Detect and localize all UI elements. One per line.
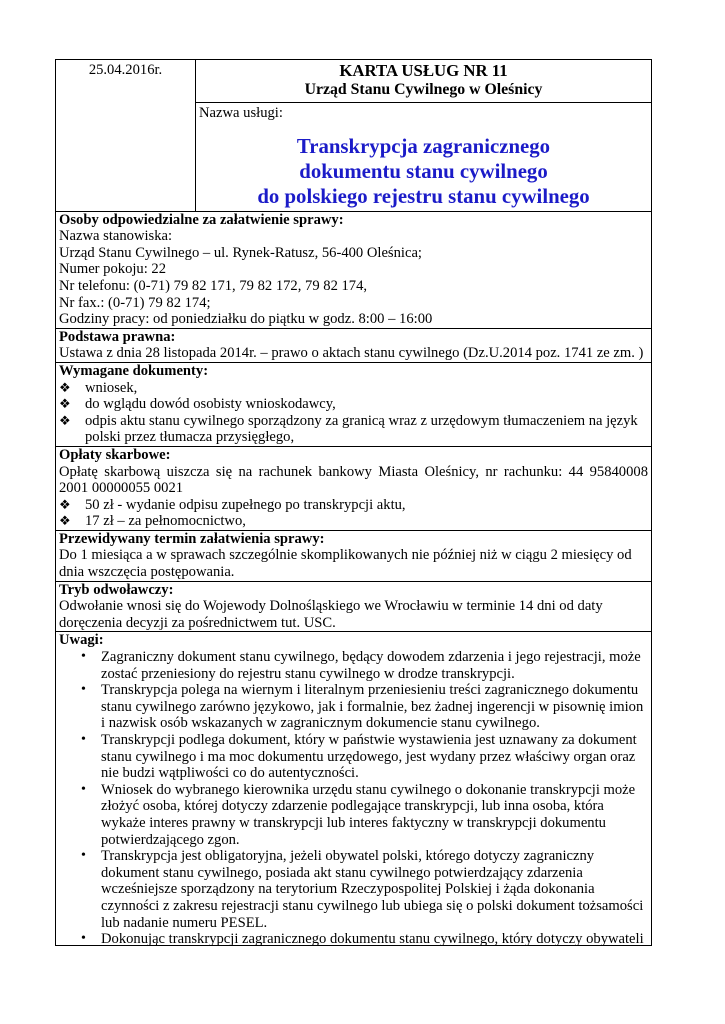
documents-section [56, 362, 652, 446]
card-title: KARTA USŁUG NR 11 [339, 61, 508, 80]
list-item [81, 848, 648, 931]
notes-cell [56, 632, 652, 946]
bullet-icon: • [81, 732, 86, 747]
address-line: Urząd Stanu Cywilnego – ul. Rynek-Ratusz, 56-400 Oleśnica; [59, 244, 422, 261]
service-name-cell [196, 103, 652, 212]
section-heading: Tryb odwoławczy: [59, 581, 174, 598]
diamond-bullet-icon: ❖ [59, 496, 71, 512]
list-item-text: wniosek, [85, 379, 138, 396]
list-item-text: 50 zł - wydanie odpisu zupełnego po transkrypcji aktu, [85, 496, 406, 513]
bullet-icon: • [81, 649, 86, 665]
bullet-icon: • [81, 781, 86, 797]
list-item-text: Transkrypcja polega na wiernym i literalnym przeniesieniu treści zagranicznego dokumentu stanu cywilnego zarówno językowo, jak i formalnie, bez żadnej ingerencji w pisownię imion i nazwisk osób wskazanych w zagranicznym dokumencie stanu cywilnego. [101, 682, 644, 732]
diamond-bullet-icon: ❖ [59, 513, 71, 529]
info-line: Nazwa stanowiska: [59, 228, 173, 245]
service-title-line: Transkrypcja zagranicznego [296, 134, 551, 158]
responsible-section [56, 211, 652, 328]
list-item-text: Dokonując transkrypcji zagranicznego dokumentu stanu cywilnego, który dotyczy obywateli [101, 931, 644, 948]
deadline-cell [56, 530, 652, 581]
list-item [81, 781, 648, 848]
section-heading: Przewidywany termin załatwienia sprawy: [59, 530, 325, 547]
deadline-section [56, 530, 652, 581]
notes-list [59, 649, 648, 948]
documents-cell [56, 362, 652, 446]
office-name: Urząd Stanu Cywilnego w Oleśnicy [304, 81, 543, 98]
diamond-bullet-icon: ❖ [59, 396, 71, 412]
list-item-text: odpis aktu stanu cywilnego sporządzony za granicą wraz z urzędowym tłumaczeniem na język polski przez tłumacza przysięgłego, [85, 412, 638, 446]
deadline-text: Do 1 miesiąca a w sprawach szczególnie skomplikowanych nie później niż w ciągu 2 miesięcy od dnia wszczęcia postępowania. [59, 547, 632, 581]
section-heading: Opłaty skarbowe: [59, 446, 171, 463]
legal-basis-text: Ustawa z dnia 28 listopada 2014r. – prawo o aktach stanu cywilnego (Dz.U.2014 poz. 1741 ze zm. ) [59, 345, 644, 362]
section-heading: Wymagane dokumenty: [59, 362, 209, 379]
legal-basis-section [56, 328, 652, 362]
fees-section [56, 446, 652, 530]
service-title-line: do polskiego rejestru stanu cywilnego [257, 184, 590, 208]
service-label: Nazwa usługi: [199, 105, 283, 121]
list-item-text: do wglądu dowód osobisty wnioskodawcy, [85, 396, 336, 413]
diamond-bullet-icon: ❖ [59, 412, 71, 428]
diamond-bullet-icon: ❖ [59, 379, 71, 395]
list-item [81, 649, 648, 682]
service-title [199, 134, 648, 211]
legal-basis-cell [56, 328, 652, 362]
header-row [56, 60, 652, 103]
list-item [81, 732, 648, 782]
fees-text: Opłatę skarbową uiszcza się na rachunek bankowy Miasta Oleśnicy, nr rachunku: 44 95840008 2001 00000055 0021 [59, 463, 648, 497]
list-item [81, 682, 648, 732]
documents-list [59, 380, 648, 446]
issue-date: 25.04.2016r. [56, 60, 196, 212]
bullet-icon: • [81, 682, 86, 698]
fees-list [59, 497, 648, 530]
list-item [59, 413, 648, 446]
list-item [59, 513, 648, 530]
list-item-text: 17 zł – za pełnomocnictwo, [85, 513, 246, 530]
section-heading: Osoby odpowiedzialne za załatwienie sprawy: [59, 211, 344, 228]
appeal-cell [56, 581, 652, 632]
service-card-table [55, 59, 652, 946]
room-line: Numer pokoju: 22 [59, 261, 167, 278]
service-card [55, 59, 651, 946]
hours-line: Godziny pracy: od poniedziałku do piątku w godz. 8:00 – 16:00 [59, 311, 433, 328]
bullet-icon: • [81, 931, 86, 947]
notes-section [56, 632, 652, 946]
fax-line: Nr fax.: (0-71) 79 82 174; [59, 294, 211, 311]
list-item [81, 931, 648, 948]
list-item-text: Zagraniczny dokument stanu cywilnego, będący dowodem zdarzenia i jego rejestracji, może zostać przeniesiony do rejestru stanu cywilnego w drodze transkrypcji. [101, 649, 641, 682]
appeal-text: Odwołanie wnosi się do Wojewody Dolnośląskiego we Wrocławiu w terminie 14 dni od daty doręczenia decyzji za pośrednictwem tut. USC. [59, 598, 603, 631]
list-item-text: Wniosek do wybranego kierownika urzędu stanu cywilnego o dokonanie transkrypcji może złożyć osoba, której dotyczy zdarzenie podlegające transkrypcji, lub inna osoba, która wykaże interes prawny w transkrypcji lub interes faktyczny w transkrypcji dokumentu potwierdzającego zgon. [101, 781, 636, 848]
section-heading: Uwagi: [59, 632, 104, 649]
list-item-text: Transkrypcja jest obligatoryjna, jeżeli obywatel polski, którego dotyczy zagraniczny dokument stanu cywilnego, posiada akt stanu cywilnego potwierdzający zdarzenia wcześniejsze sporządzony na terytorium Rzeczypospolitej Polskiej i żąda dokonania czynności z zakresu rejestracji stanu cywilnego lub ubiega się o polski dokument tożsamości lub nadanie numeru PESEL. [101, 848, 644, 931]
fees-cell [56, 446, 652, 530]
list-item [59, 396, 648, 413]
card-header [196, 60, 652, 103]
appeal-section [56, 581, 652, 632]
list-item-text: Transkrypcji podlega dokument, który w państwie wystawienia jest uznawany za dokument stanu cywilnego i ma moc dokumentu urzędowego, jest wydany przez właściwy organ oraz nie budzi wątpliwości co do autentyczności. [101, 732, 637, 782]
list-item [59, 380, 648, 397]
list-item [59, 497, 648, 514]
bullet-icon: • [81, 848, 86, 864]
responsible-cell [56, 211, 652, 328]
service-title-line: dokumentu stanu cywilnego [299, 159, 548, 183]
section-heading: Podstawa prawna: [59, 328, 176, 345]
phone-line: Nr telefonu: (0-71) 79 82 171, 79 82 172, 79 82 174, [59, 277, 368, 294]
